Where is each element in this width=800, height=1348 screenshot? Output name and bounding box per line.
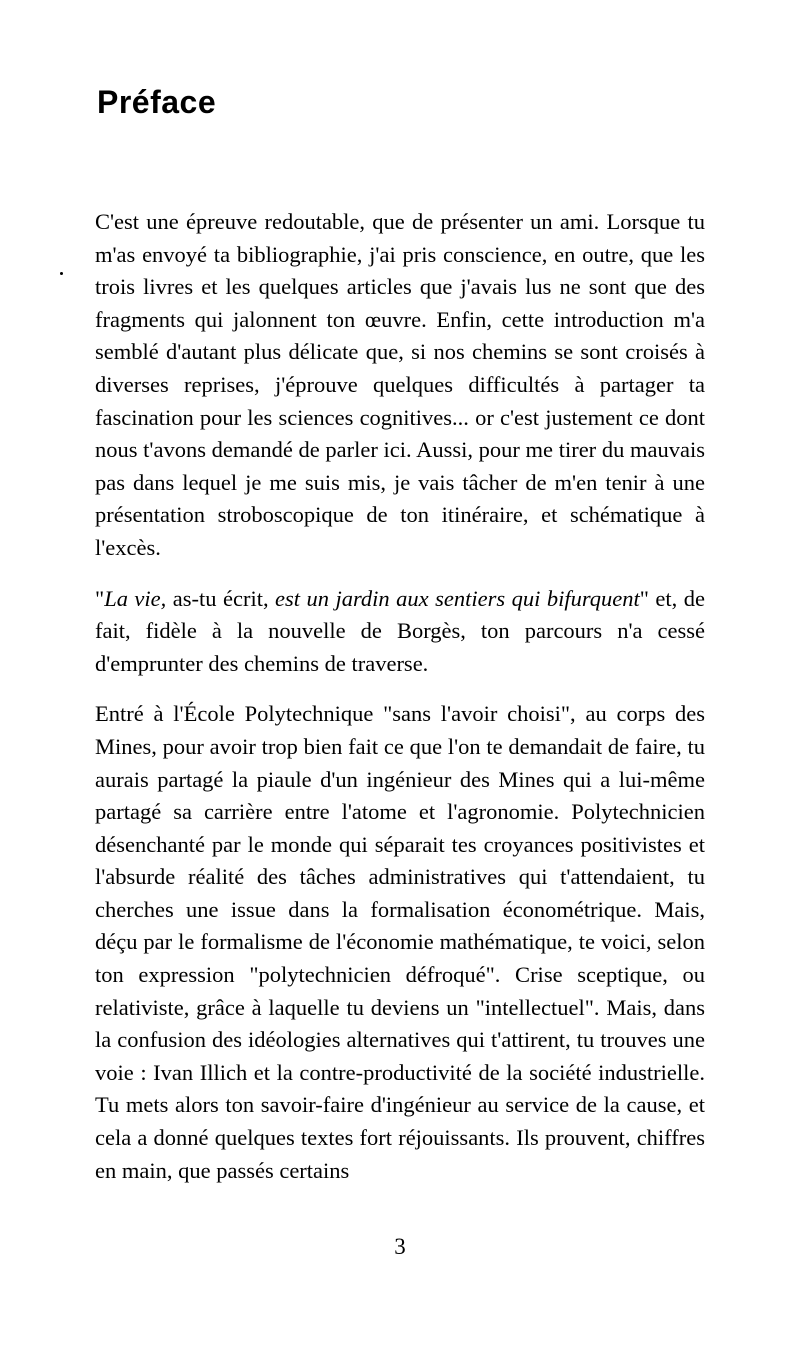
quote-open-mark: " <box>95 585 105 611</box>
page-title: Préface <box>97 84 217 120</box>
scan-speck <box>60 272 63 275</box>
page-number: 3 <box>394 1234 406 1259</box>
quote-attribution: as-tu écrit, <box>166 585 276 611</box>
quote-close-mark: " <box>639 585 649 611</box>
quote-italic-jardin: est un jardin aux sentiers qui bifurquent <box>275 585 640 611</box>
paragraph-quote <box>95 583 705 681</box>
paragraph-intro: C'est une épreuve redoutable, que de présenter un ami. Lorsque tu m'as envoyé ta bibliographie, j'ai pris conscience, en outre, que les trois livres et les quelques articles que j'avais lus ne sont que des fragments qui jalonnent ton œuvre. Enfin, cette introduction m'a semblé d'autant plus délicate que, si nos chemins se sont croisés à diverses reprises, j'éprouve quelques difficultés à partager ta fascination pour les sciences cognitives... or c'est justement ce dont nous t'avons demandé de parler ici. Aussi, pour me tirer du mauvais pas dans lequel je me suis mis, je vais tâcher de m'en tenir à une présentation stroboscopique de ton itinéraire, et schématique à l'excès. <box>95 209 705 560</box>
body-text <box>95 206 705 1187</box>
quote-continuation: et, de fait, fidèle à la nouvelle de Borgès, ton parcours n'a cessé d'emprunter des chemins de traverse. <box>95 585 705 676</box>
paragraph-biography: Entré à l'École Polytechnique "sans l'avoir choisi", au corps des Mines, pour avoir trop bien fait ce que l'on te demandait de faire, tu aurais partagé la piaule d'un ingénieur des Mines qui a lui-même partagé sa carrière entre l'atome et l'agronomie. Polytechnicien désenchanté par le monde qui séparait tes croyances positivistes et l'absurde réalité des tâches administratives qui t'attendaient, tu cherches une issue dans la formalisation économétrique. Mais, déçu par le formalisme de l'économie mathématique, te voici, selon ton expression "polytechnicien défroqué". Crise sceptique, ou relativiste, grâce à laquelle tu deviens un "intellectuel". Mais, dans la confusion des idéologies alternatives qui t'attirent, tu trouves une voie : Ivan Illich et la contre-productivité de la société industrielle. Tu mets alors ton savoir-faire d'ingénieur au service de la cause, et cela a donné quelques textes fort réjouissants. Ils prouvent, chiffres en main, que passés certains <box>95 701 705 1183</box>
quote-italic-la-vie: La vie, <box>104 585 167 611</box>
